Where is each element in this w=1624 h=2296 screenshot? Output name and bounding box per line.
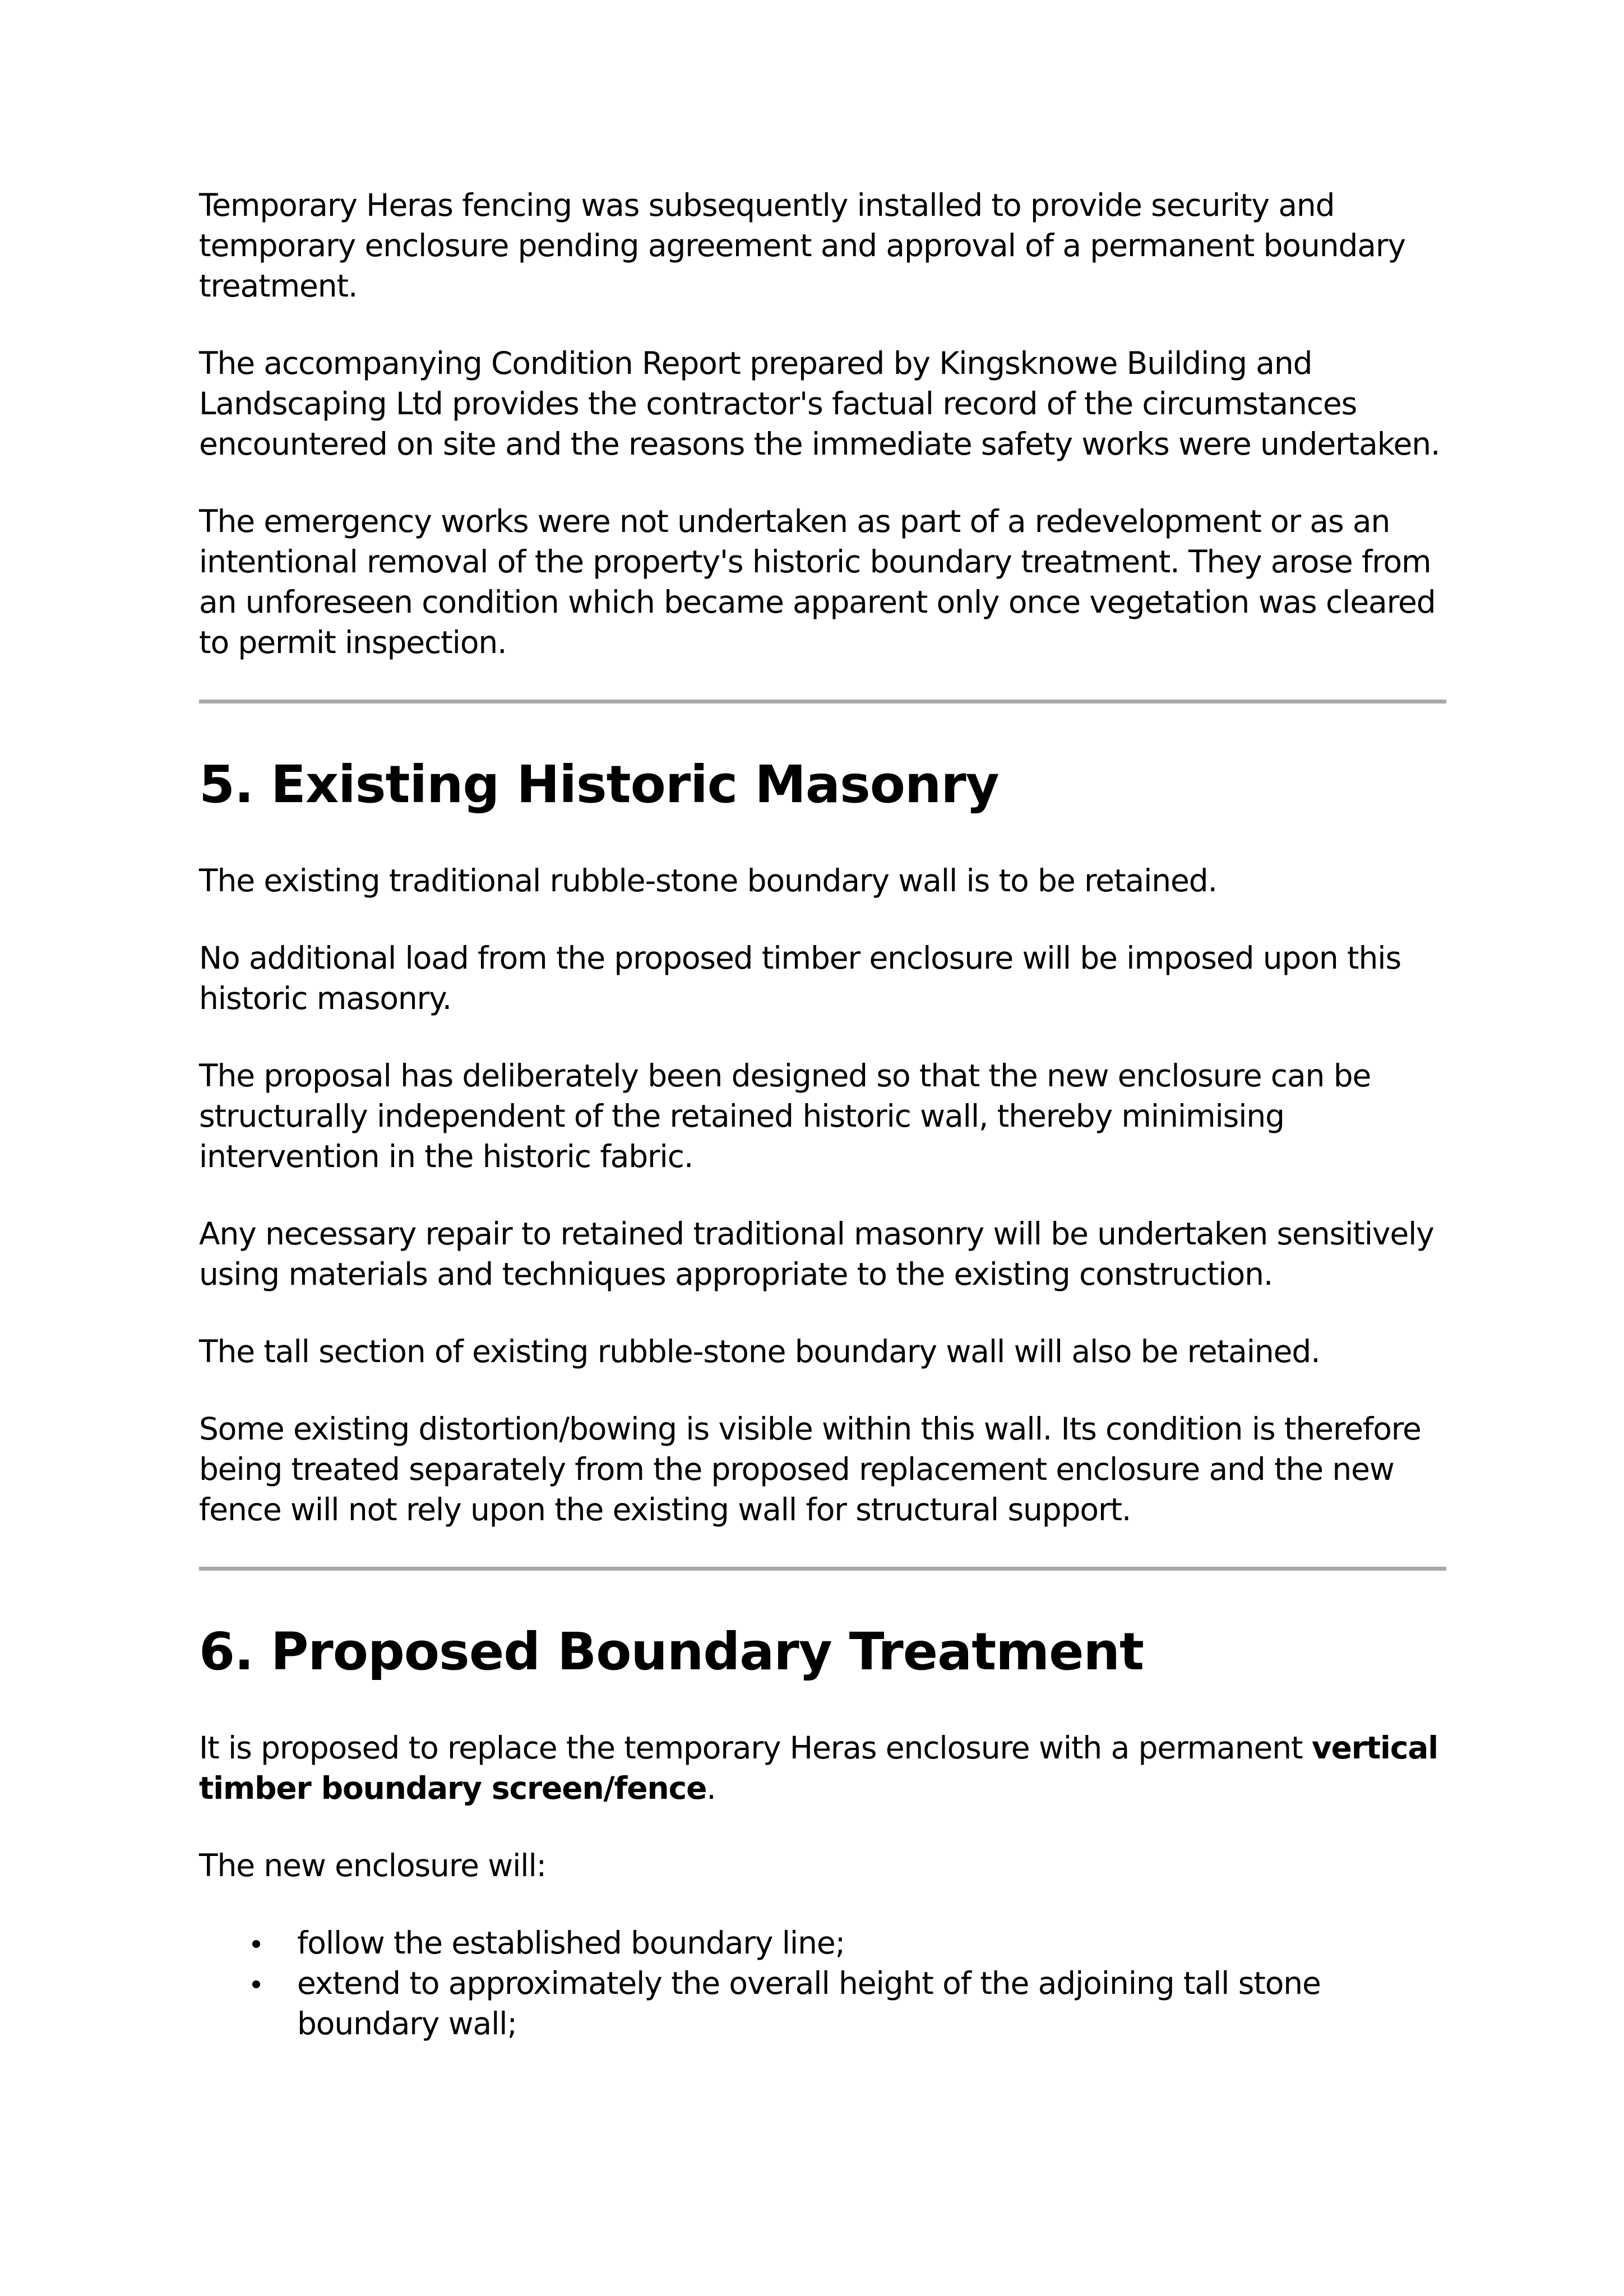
section-divider [199, 700, 1446, 703]
paragraph: The existing traditional rubble-stone boundary wall is to be retained. [199, 863, 1217, 899]
paragraph: The proposal has deliberately been designed so that the new enclosure can be structurally independent of the retained historic wall, thereby minimising intervention in the historic fabric. [199, 1058, 1371, 1174]
list-item: follow the established boundary line; [297, 1923, 1446, 1963]
document-page [199, 185, 1446, 2044]
paragraph: The new enclosure will: [199, 1848, 547, 1883]
section-divider [199, 1567, 1446, 1571]
intro-text: It is proposed to replace the temporary Heras enclosure with a permanent [199, 1730, 1312, 1766]
paragraph: Temporary Heras fencing was subsequently installed to provide security and temporary enclosure pending agreement and approval of a permanent boundary treatment. [199, 187, 1405, 304]
section-heading: 6. Proposed Boundary Treatment [199, 1622, 1144, 1682]
paragraph: No additional load from the proposed timber enclosure will be imposed upon this historic masonry. [199, 940, 1401, 1016]
intro-bold-text: vertical timber boundary screen/fence [199, 1730, 1438, 1806]
list-item: extend to approximately the overall height of the adjoining tall stone boundary wall; [297, 1963, 1446, 2044]
section-heading: 5. Existing Historic Masonry [199, 754, 999, 814]
paragraph [199, 1728, 1446, 1808]
paragraph: Some existing distortion/bowing is visible within this wall. Its condition is therefore being treated separately from the proposed replacement enclosure and the new fence will not rely upon the existing wall for structural support. [199, 1411, 1421, 1527]
intro-end: . [706, 1770, 716, 1806]
paragraph: The emergency works were not undertaken as part of a redevelopment or as an intentional removal of the property's historic boundary treatment. They arose from an unforeseen condition which became apparent only once vegetation was cleared to permit inspection. [199, 503, 1436, 660]
paragraph: Any necessary repair to retained traditional masonry will be undertaken sensitively using materials and techniques appropriate to the existing construction. [199, 1216, 1434, 1292]
paragraph: The accompanying Condition Report prepared by Kingsknowe Building and Landscaping Ltd provides the contractor's factual record of the circumstances encountered on site and the reasons the immediate safety works were undertaken. [199, 345, 1440, 462]
paragraph: The tall section of existing rubble-stone boundary wall will also be retained. [199, 1334, 1320, 1369]
bullet-list [199, 1923, 1446, 2044]
